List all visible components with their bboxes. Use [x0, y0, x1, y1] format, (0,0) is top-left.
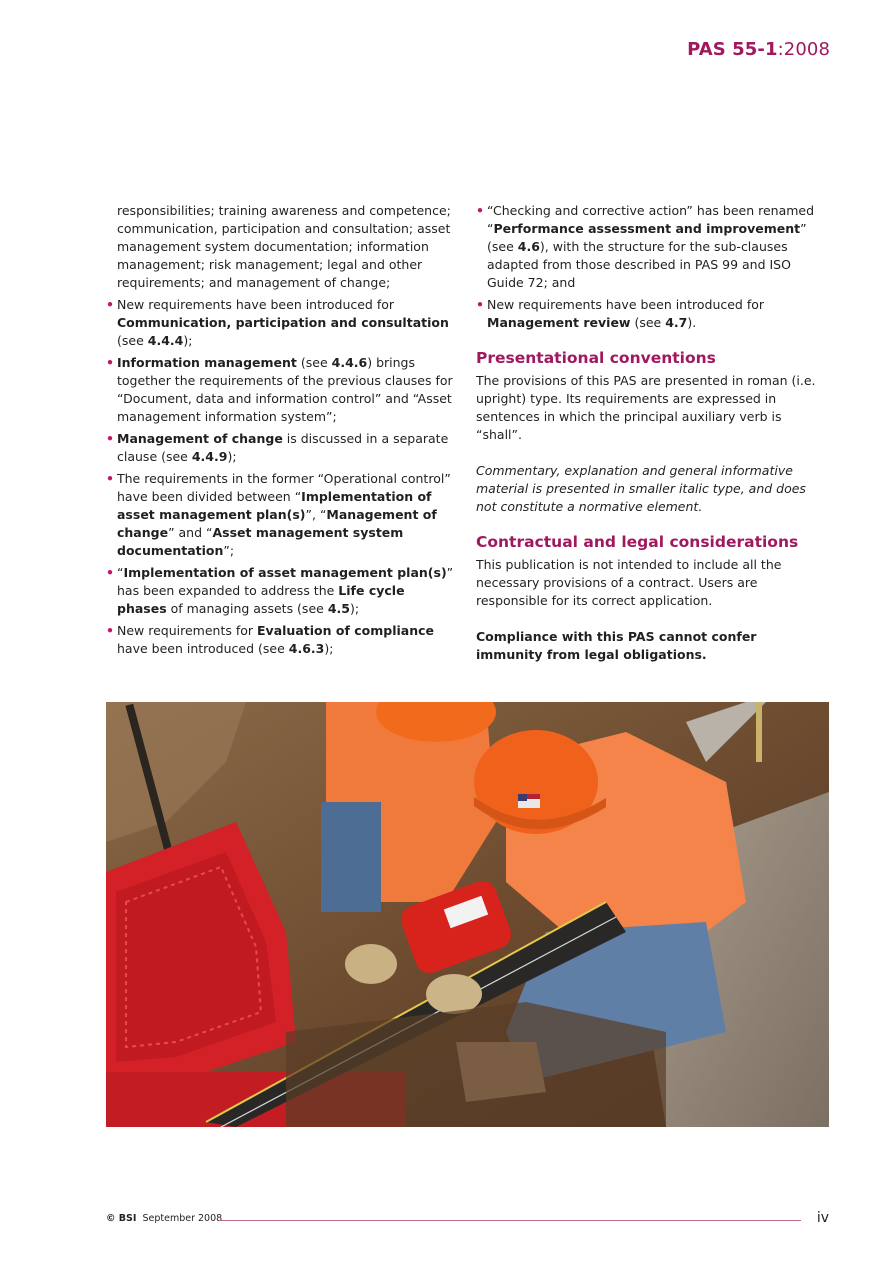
paragraph-commentary: Commentary, explanation and general informative material is presented in smaller italic type, and does not constitute a normative element. — [476, 463, 806, 514]
photo-illustration — [106, 702, 829, 1127]
section-heading-contractual-legal: Contractual and legal considerations — [476, 533, 799, 551]
paragraph-compliance: Compliance with this PAS cannot confer immunity from legal obligations. — [476, 629, 757, 662]
list-item: • The requirements in the former “Operational control” have been divided between “Implementation of asset management plan(s)”, “Management of change” and “Asset management system documentation”; — [106, 471, 451, 558]
standard-year: :2008 — [777, 39, 830, 60]
bullet-icon: • — [106, 431, 114, 446]
page-number: iv — [816, 1210, 829, 1226]
right-bullet-list — [476, 202, 826, 332]
paragraph-contract: This publication is not intended to include all the necessary provisions of a contract. Users are responsible for its correct application. — [476, 557, 782, 608]
left-column — [106, 202, 456, 658]
page-footer — [106, 1210, 829, 1229]
document-header — [687, 39, 830, 60]
standard-code: PAS 55-1 — [687, 39, 778, 60]
bullet-icon: • — [476, 203, 484, 218]
bullet-icon: • — [106, 565, 114, 580]
section-heading-presentational-conventions: Presentational conventions — [476, 349, 716, 367]
workers-trench-photo — [106, 702, 829, 1127]
publication-date: September 2008 — [142, 1213, 223, 1224]
bullet-icon: • — [106, 297, 114, 312]
list-item: • Management of change is discussed in a separate clause (see 4.4.9); — [106, 431, 449, 464]
bullet-icon: • — [106, 623, 114, 638]
copyright: © BSI — [106, 1213, 137, 1224]
list-item: • New requirements for Evaluation of compliance have been introduced (see 4.6.3); — [106, 623, 434, 656]
left-bullet-list — [106, 296, 456, 658]
continued-text: responsibilities; training awareness and competence; communication, participation and consultation; asset management system documentation; information management; risk management; legal and other requirements; and management of change; — [117, 203, 451, 290]
bullet-icon: • — [476, 297, 484, 312]
footer-rule — [219, 1220, 801, 1221]
list-item: • Information management (see 4.4.6) brings together the requirements of the previous clauses for “Document, data and information control” and “Asset management information system”; — [106, 355, 453, 424]
bullet-icon: • — [106, 355, 114, 370]
list-item: • “Implementation of asset management plan(s)” has been expanded to address the Life cycle phases of managing assets (see 4.5); — [106, 565, 454, 616]
right-column — [476, 202, 826, 664]
bullet-icon: • — [106, 471, 114, 486]
list-item: • New requirements have been introduced for Communication, participation and consultation (see 4.4.4); — [106, 297, 449, 348]
list-item: • New requirements have been introduced for Management review (see 4.7). — [476, 297, 765, 330]
list-item: • “Checking and corrective action” has been renamed “Performance assessment and improvement” (see 4.6), with the structure for the sub-clauses adapted from those described in PAS 99 and ISO Guide 72; and — [476, 203, 815, 290]
paragraph-provisions: The provisions of this PAS are presented in roman (i.e. upright) type. Its requirements are expressed in sentences in which the principal auxiliary verb is “shall”. — [476, 373, 816, 442]
